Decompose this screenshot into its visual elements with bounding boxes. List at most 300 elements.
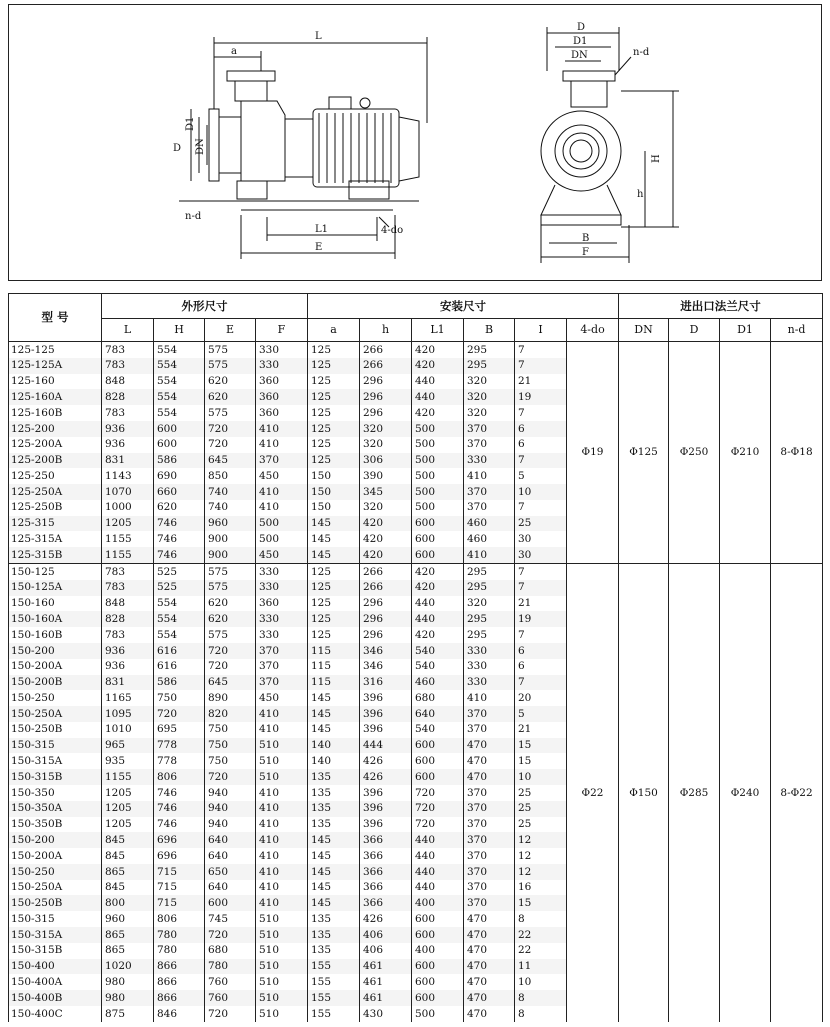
value-cell: 620 bbox=[205, 596, 256, 612]
value-cell: 330 bbox=[256, 564, 308, 580]
value-cell: 406 bbox=[360, 943, 412, 959]
value-cell: 410 bbox=[256, 785, 308, 801]
flange-D: Φ285 bbox=[669, 564, 720, 1022]
value-cell: 500 bbox=[256, 516, 308, 532]
value-cell: 500 bbox=[412, 421, 464, 437]
header-installation-dimensions: 安装尺寸 bbox=[308, 294, 619, 319]
value-cell: 320 bbox=[360, 500, 412, 516]
model-cell: 150-400B bbox=[9, 990, 102, 1006]
value-cell: 155 bbox=[308, 974, 360, 990]
value-cell: 600 bbox=[412, 927, 464, 943]
value-cell: 680 bbox=[412, 690, 464, 706]
value-cell: 500 bbox=[412, 500, 464, 516]
value-cell: 366 bbox=[360, 832, 412, 848]
front-outlet-pipe bbox=[571, 81, 607, 107]
model-cell: 150-200A bbox=[9, 659, 102, 675]
value-cell: 7 bbox=[515, 342, 567, 358]
value-cell: 1205 bbox=[102, 516, 154, 532]
value-cell: 645 bbox=[205, 453, 256, 469]
header-model: 型 号 bbox=[9, 294, 102, 342]
value-cell: 696 bbox=[154, 848, 205, 864]
value-cell: 320 bbox=[464, 389, 515, 405]
value-cell: 7 bbox=[515, 564, 567, 580]
value-cell: 783 bbox=[102, 564, 154, 580]
model-cell: 150-350B bbox=[9, 817, 102, 833]
value-cell: 554 bbox=[154, 596, 205, 612]
value-cell: 980 bbox=[102, 990, 154, 1006]
value-cell: 410 bbox=[256, 706, 308, 722]
value-cell: 7 bbox=[515, 675, 567, 691]
value-cell: 806 bbox=[154, 911, 205, 927]
value-cell: 720 bbox=[205, 769, 256, 785]
value-cell: 15 bbox=[515, 738, 567, 754]
col-I: I bbox=[515, 319, 567, 342]
value-cell: 320 bbox=[464, 374, 515, 390]
value-cell: 125 bbox=[308, 437, 360, 453]
value-cell: 620 bbox=[205, 389, 256, 405]
value-cell: 426 bbox=[360, 769, 412, 785]
value-cell: 396 bbox=[360, 722, 412, 738]
value-cell: 410 bbox=[256, 895, 308, 911]
label-front-DN: DN bbox=[571, 50, 588, 61]
value-cell: 510 bbox=[256, 1006, 308, 1022]
value-cell: 444 bbox=[360, 738, 412, 754]
value-cell: 266 bbox=[360, 564, 412, 580]
value-cell: 554 bbox=[154, 611, 205, 627]
value-cell: 7 bbox=[515, 580, 567, 596]
value-cell: 1095 bbox=[102, 706, 154, 722]
value-cell: 370 bbox=[464, 437, 515, 453]
value-cell: 420 bbox=[412, 405, 464, 421]
value-cell: 22 bbox=[515, 943, 567, 959]
value-cell: 940 bbox=[205, 801, 256, 817]
outlet-flange bbox=[227, 71, 275, 81]
value-cell: 370 bbox=[464, 801, 515, 817]
label-4-do: 4-do bbox=[381, 225, 404, 236]
value-cell: 900 bbox=[205, 531, 256, 547]
value-cell: 145 bbox=[308, 895, 360, 911]
value-cell: 125 bbox=[308, 405, 360, 421]
value-cell: 410 bbox=[464, 468, 515, 484]
value-cell: 746 bbox=[154, 801, 205, 817]
model-cell: 150-250 bbox=[9, 690, 102, 706]
value-cell: 145 bbox=[308, 880, 360, 896]
value-cell: 125 bbox=[308, 374, 360, 390]
value-cell: 715 bbox=[154, 864, 205, 880]
value-cell: 366 bbox=[360, 880, 412, 896]
value-cell: 8 bbox=[515, 911, 567, 927]
value-cell: 845 bbox=[102, 832, 154, 848]
value-cell: 866 bbox=[154, 959, 205, 975]
value-cell: 410 bbox=[256, 864, 308, 880]
model-cell: 125-200B bbox=[9, 453, 102, 469]
model-cell: 150-160B bbox=[9, 627, 102, 643]
value-cell: 440 bbox=[412, 374, 464, 390]
value-cell: 295 bbox=[464, 627, 515, 643]
col-L: L bbox=[102, 319, 154, 342]
col-L1: L1 bbox=[412, 319, 464, 342]
value-cell: 330 bbox=[256, 358, 308, 374]
value-cell: 510 bbox=[256, 738, 308, 754]
value-cell: 900 bbox=[205, 547, 256, 563]
value-cell: 370 bbox=[464, 500, 515, 516]
value-cell: 145 bbox=[308, 864, 360, 880]
value-cell: 420 bbox=[412, 342, 464, 358]
value-cell: 370 bbox=[464, 706, 515, 722]
model-cell: 150-250A bbox=[9, 880, 102, 896]
col-n-d: n-d bbox=[771, 319, 823, 342]
label-D1: D1 bbox=[185, 116, 196, 131]
value-cell: 510 bbox=[256, 943, 308, 959]
value-cell: 780 bbox=[154, 927, 205, 943]
model-cell: 150-250B bbox=[9, 895, 102, 911]
value-cell: 396 bbox=[360, 690, 412, 706]
value-cell: 266 bbox=[360, 358, 412, 374]
value-cell: 370 bbox=[464, 722, 515, 738]
value-cell: 360 bbox=[256, 596, 308, 612]
value-cell: 21 bbox=[515, 374, 567, 390]
value-cell: 461 bbox=[360, 974, 412, 990]
value-cell: 461 bbox=[360, 959, 412, 975]
value-cell: 960 bbox=[102, 911, 154, 927]
model-cell: 150-200 bbox=[9, 643, 102, 659]
value-cell: 11 bbox=[515, 959, 567, 975]
model-cell: 150-200 bbox=[9, 832, 102, 848]
value-cell: 866 bbox=[154, 974, 205, 990]
value-cell: 420 bbox=[412, 564, 464, 580]
value-cell: 135 bbox=[308, 817, 360, 833]
value-cell: 620 bbox=[154, 500, 205, 516]
value-cell: 15 bbox=[515, 895, 567, 911]
value-cell: 370 bbox=[256, 675, 308, 691]
value-cell: 640 bbox=[205, 880, 256, 896]
outlet-pipe bbox=[235, 81, 267, 101]
value-cell: 936 bbox=[102, 659, 154, 675]
value-cell: 715 bbox=[154, 880, 205, 896]
label-H: H bbox=[651, 154, 662, 163]
value-cell: 1205 bbox=[102, 801, 154, 817]
value-cell: 295 bbox=[464, 564, 515, 580]
flange-n-d: 8-Φ22 bbox=[771, 564, 823, 1022]
value-cell: 420 bbox=[412, 580, 464, 596]
value-cell: 865 bbox=[102, 927, 154, 943]
lifting-eye bbox=[360, 98, 370, 108]
value-cell: 420 bbox=[412, 627, 464, 643]
side-view-labels bbox=[173, 31, 403, 253]
value-cell: 426 bbox=[360, 911, 412, 927]
value-cell: 575 bbox=[205, 358, 256, 374]
value-cell: 575 bbox=[205, 564, 256, 580]
value-cell: 330 bbox=[464, 453, 515, 469]
value-cell: 470 bbox=[464, 738, 515, 754]
value-cell: 135 bbox=[308, 927, 360, 943]
model-cell: 150-160 bbox=[9, 596, 102, 612]
motor-body bbox=[313, 109, 399, 187]
value-cell: 1155 bbox=[102, 531, 154, 547]
value-cell: 370 bbox=[464, 484, 515, 500]
value-cell: 460 bbox=[412, 675, 464, 691]
flange-4-do: Φ22 bbox=[567, 564, 619, 1022]
model-cell: 150-315B bbox=[9, 943, 102, 959]
value-cell: 848 bbox=[102, 596, 154, 612]
value-cell: 750 bbox=[154, 690, 205, 706]
value-cell: 30 bbox=[515, 547, 567, 563]
model-cell: 125-315 bbox=[9, 516, 102, 532]
value-cell: 554 bbox=[154, 405, 205, 421]
value-cell: 600 bbox=[412, 990, 464, 1006]
model-cell: 150-200A bbox=[9, 848, 102, 864]
value-cell: 575 bbox=[205, 580, 256, 596]
value-cell: 510 bbox=[256, 990, 308, 1006]
value-cell: 21 bbox=[515, 722, 567, 738]
value-cell: 848 bbox=[102, 374, 154, 390]
front-support bbox=[541, 185, 621, 215]
value-cell: 640 bbox=[205, 848, 256, 864]
value-cell: 783 bbox=[102, 358, 154, 374]
value-cell: 30 bbox=[515, 531, 567, 547]
value-cell: 125 bbox=[308, 580, 360, 596]
value-cell: 155 bbox=[308, 990, 360, 1006]
value-cell: 440 bbox=[412, 611, 464, 627]
model-cell: 125-125 bbox=[9, 342, 102, 358]
value-cell: 783 bbox=[102, 580, 154, 596]
label-F: F bbox=[582, 247, 589, 258]
value-cell: 720 bbox=[205, 643, 256, 659]
value-cell: 760 bbox=[205, 990, 256, 1006]
value-cell: 410 bbox=[256, 437, 308, 453]
value-cell: 750 bbox=[205, 738, 256, 754]
label-front-D1: D1 bbox=[573, 36, 588, 47]
value-cell: 1070 bbox=[102, 484, 154, 500]
value-cell: 600 bbox=[412, 738, 464, 754]
value-cell: 450 bbox=[256, 547, 308, 563]
col-4-do: 4-do bbox=[567, 319, 619, 342]
value-cell: 125 bbox=[308, 596, 360, 612]
value-cell: 470 bbox=[464, 911, 515, 927]
value-cell: 554 bbox=[154, 389, 205, 405]
value-cell: 306 bbox=[360, 453, 412, 469]
value-cell: 155 bbox=[308, 959, 360, 975]
value-cell: 366 bbox=[360, 864, 412, 880]
value-cell: 616 bbox=[154, 643, 205, 659]
value-cell: 410 bbox=[256, 801, 308, 817]
value-cell: 470 bbox=[464, 959, 515, 975]
model-cell: 150-350 bbox=[9, 785, 102, 801]
value-cell: 936 bbox=[102, 421, 154, 437]
value-cell: 20 bbox=[515, 690, 567, 706]
value-cell: 115 bbox=[308, 643, 360, 659]
value-cell: 320 bbox=[464, 405, 515, 421]
label-front-n-d: n-d bbox=[633, 47, 650, 58]
value-cell: 720 bbox=[205, 659, 256, 675]
value-cell: 831 bbox=[102, 675, 154, 691]
value-cell: 828 bbox=[102, 611, 154, 627]
model-cell: 125-250B bbox=[9, 500, 102, 516]
value-cell: 320 bbox=[360, 421, 412, 437]
value-cell: 720 bbox=[412, 801, 464, 817]
value-cell: 410 bbox=[256, 484, 308, 500]
value-cell: 440 bbox=[412, 596, 464, 612]
value-cell: 370 bbox=[256, 659, 308, 675]
value-cell: 295 bbox=[464, 342, 515, 358]
value-cell: 936 bbox=[102, 437, 154, 453]
pump-dimension-drawing bbox=[8, 4, 822, 281]
value-cell: 296 bbox=[360, 627, 412, 643]
label-n-d: n-d bbox=[185, 211, 202, 222]
flange-D1: Φ210 bbox=[720, 342, 771, 564]
value-cell: 620 bbox=[205, 611, 256, 627]
col-F: F bbox=[256, 319, 308, 342]
value-cell: 510 bbox=[256, 911, 308, 927]
flange-D1: Φ240 bbox=[720, 564, 771, 1022]
value-cell: 450 bbox=[256, 690, 308, 706]
value-cell: 540 bbox=[412, 659, 464, 675]
value-cell: 1205 bbox=[102, 817, 154, 833]
flange-DN: Φ150 bbox=[619, 564, 669, 1022]
front-volute bbox=[541, 111, 621, 191]
value-cell: 7 bbox=[515, 453, 567, 469]
value-cell: 1020 bbox=[102, 959, 154, 975]
value-cell: 720 bbox=[205, 1006, 256, 1022]
value-cell: 845 bbox=[102, 848, 154, 864]
value-cell: 440 bbox=[412, 389, 464, 405]
value-cell: 616 bbox=[154, 659, 205, 675]
value-cell: 430 bbox=[360, 1006, 412, 1022]
value-cell: 1205 bbox=[102, 785, 154, 801]
value-cell: 440 bbox=[412, 848, 464, 864]
label-D: D bbox=[173, 143, 182, 154]
value-cell: 25 bbox=[515, 817, 567, 833]
value-cell: 1155 bbox=[102, 547, 154, 563]
value-cell: 346 bbox=[360, 643, 412, 659]
model-cell: 125-160A bbox=[9, 389, 102, 405]
value-cell: 150 bbox=[308, 484, 360, 500]
value-cell: 740 bbox=[205, 484, 256, 500]
value-cell: 850 bbox=[205, 468, 256, 484]
value-cell: 650 bbox=[205, 864, 256, 880]
value-cell: 510 bbox=[256, 974, 308, 990]
model-cell: 125-125A bbox=[9, 358, 102, 374]
value-cell: 940 bbox=[205, 817, 256, 833]
value-cell: 525 bbox=[154, 580, 205, 596]
value-cell: 410 bbox=[256, 722, 308, 738]
value-cell: 370 bbox=[464, 785, 515, 801]
value-cell: 125 bbox=[308, 421, 360, 437]
value-cell: 10 bbox=[515, 484, 567, 500]
value-cell: 125 bbox=[308, 342, 360, 358]
flange-DN: Φ125 bbox=[619, 342, 669, 564]
value-cell: 740 bbox=[205, 500, 256, 516]
value-cell: 846 bbox=[154, 1006, 205, 1022]
value-cell: 866 bbox=[154, 990, 205, 1006]
value-cell: 330 bbox=[464, 643, 515, 659]
value-cell: 820 bbox=[205, 706, 256, 722]
value-cell: 330 bbox=[256, 611, 308, 627]
value-cell: 135 bbox=[308, 801, 360, 817]
value-cell: 410 bbox=[464, 690, 515, 706]
value-cell: 25 bbox=[515, 785, 567, 801]
value-cell: 890 bbox=[205, 690, 256, 706]
value-cell: 400 bbox=[412, 943, 464, 959]
flange-4-do: Φ19 bbox=[567, 342, 619, 564]
value-cell: 935 bbox=[102, 753, 154, 769]
model-cell: 150-315B bbox=[9, 769, 102, 785]
col-D: D bbox=[669, 319, 720, 342]
value-cell: 778 bbox=[154, 738, 205, 754]
value-cell: 145 bbox=[308, 706, 360, 722]
value-cell: 145 bbox=[308, 547, 360, 563]
model-cell: 150-250B bbox=[9, 722, 102, 738]
value-cell: 5 bbox=[515, 706, 567, 722]
model-cell: 150-315 bbox=[9, 738, 102, 754]
value-cell: 125 bbox=[308, 389, 360, 405]
value-cell: 586 bbox=[154, 453, 205, 469]
value-cell: 600 bbox=[154, 437, 205, 453]
value-cell: 746 bbox=[154, 516, 205, 532]
value-cell: 575 bbox=[205, 405, 256, 421]
model-cell: 125-250A bbox=[9, 484, 102, 500]
value-cell: 420 bbox=[360, 531, 412, 547]
value-cell: 470 bbox=[464, 943, 515, 959]
value-cell: 7 bbox=[515, 358, 567, 374]
value-cell: 800 bbox=[102, 895, 154, 911]
value-cell: 145 bbox=[308, 516, 360, 532]
front-bore bbox=[570, 140, 592, 162]
front-view bbox=[541, 27, 679, 263]
value-cell: 266 bbox=[360, 580, 412, 596]
table-row bbox=[9, 342, 823, 358]
model-cell: 150-400 bbox=[9, 959, 102, 975]
value-cell: 295 bbox=[464, 580, 515, 596]
value-cell: 6 bbox=[515, 437, 567, 453]
value-cell: 440 bbox=[412, 880, 464, 896]
value-cell: 440 bbox=[412, 864, 464, 880]
value-cell: 940 bbox=[205, 785, 256, 801]
value-cell: 695 bbox=[154, 722, 205, 738]
value-cell: 296 bbox=[360, 611, 412, 627]
value-cell: 5 bbox=[515, 468, 567, 484]
value-cell: 370 bbox=[464, 421, 515, 437]
value-cell: 1010 bbox=[102, 722, 154, 738]
value-cell: 540 bbox=[412, 722, 464, 738]
value-cell: 410 bbox=[256, 500, 308, 516]
value-cell: 720 bbox=[412, 785, 464, 801]
value-cell: 828 bbox=[102, 389, 154, 405]
value-cell: 575 bbox=[205, 627, 256, 643]
value-cell: 370 bbox=[256, 453, 308, 469]
value-cell: 12 bbox=[515, 848, 567, 864]
model-cell: 150-315A bbox=[9, 753, 102, 769]
value-cell: 1155 bbox=[102, 769, 154, 785]
value-cell: 125 bbox=[308, 564, 360, 580]
value-cell: 320 bbox=[360, 437, 412, 453]
value-cell: 135 bbox=[308, 769, 360, 785]
value-cell: 510 bbox=[256, 753, 308, 769]
pump-volute bbox=[241, 101, 285, 181]
value-cell: 500 bbox=[412, 484, 464, 500]
value-cell: 295 bbox=[464, 611, 515, 627]
value-cell: 6 bbox=[515, 643, 567, 659]
model-cell: 150-315A bbox=[9, 927, 102, 943]
inlet-flange bbox=[209, 109, 219, 181]
value-cell: 145 bbox=[308, 690, 360, 706]
value-cell: 296 bbox=[360, 405, 412, 421]
value-cell: 420 bbox=[412, 358, 464, 374]
value-cell: 12 bbox=[515, 832, 567, 848]
value-cell: 396 bbox=[360, 801, 412, 817]
value-cell: 360 bbox=[256, 374, 308, 390]
value-cell: 400 bbox=[412, 895, 464, 911]
